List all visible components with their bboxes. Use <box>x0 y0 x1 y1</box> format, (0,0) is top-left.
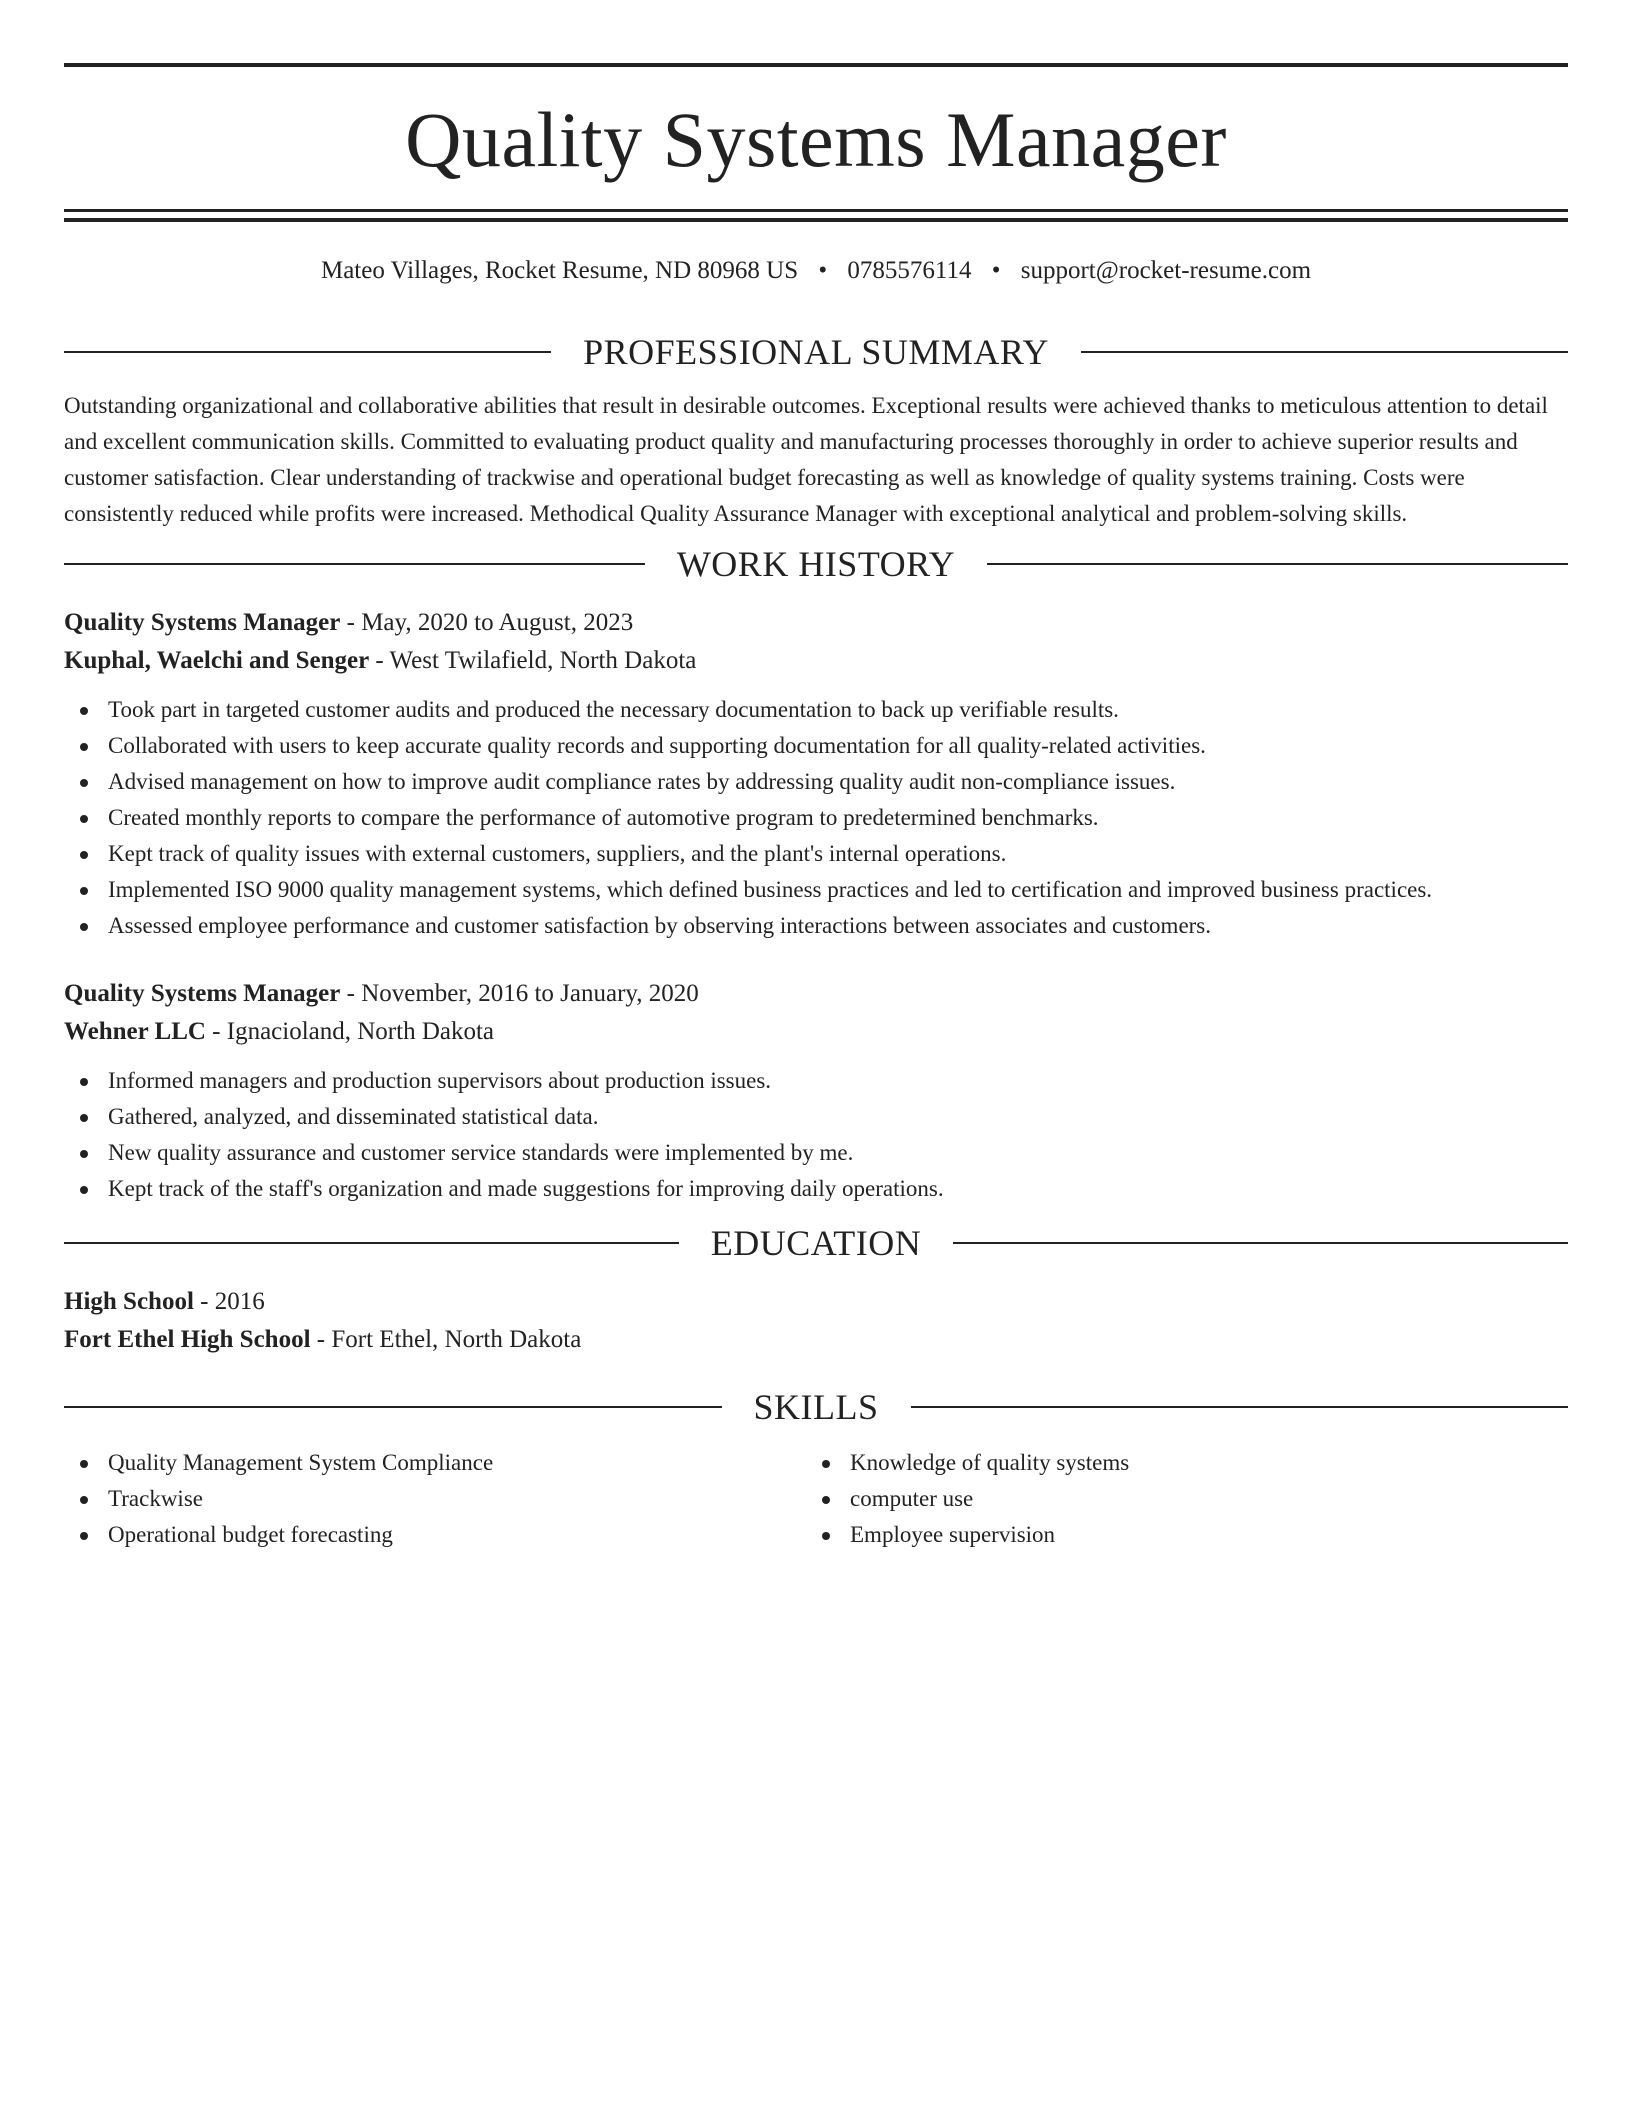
list-item: Gathered, analyzed, and disseminated statistical data. <box>64 1099 1568 1135</box>
heading-rule <box>64 351 551 353</box>
school-location: - Fort Ethel, North Dakota <box>310 1326 582 1353</box>
job-dates: - May, 2020 to August, 2023 <box>340 609 634 636</box>
list-item: Created monthly reports to compare the performance of automotive program to predetermined benchmarks. <box>64 800 1568 836</box>
section-heading-education <box>64 1221 1568 1265</box>
skill-item: Quality Management System Compliance <box>64 1445 806 1481</box>
job-company: Wehner LLC <box>64 1018 206 1045</box>
list-item: Kept track of the staff's organization and made suggestions for improving daily operations. <box>64 1171 1568 1207</box>
degree-line <box>64 1283 1568 1321</box>
list-item: Implemented ISO 9000 quality management systems, which defined business practices and led to certification and improved business practices. <box>64 872 1568 908</box>
heading-rule <box>1081 351 1568 353</box>
header-top-rule <box>64 63 1568 67</box>
job-entry <box>64 975 1568 1207</box>
list-item: Took part in targeted customer audits and produced the necessary documentation to back up verifiable results. <box>64 692 1568 728</box>
skill-item: Trackwise <box>64 1481 806 1517</box>
degree: High School <box>64 1288 194 1315</box>
school-line <box>64 1321 1568 1359</box>
header-double-rule <box>64 209 1568 222</box>
job-location: - West Twilafield, North Dakota <box>369 647 697 674</box>
contact-address: Mateo Villages, Rocket Resume, ND 80968 US <box>320 257 799 284</box>
job-title-line <box>64 604 1568 642</box>
job-company-line <box>64 642 1568 680</box>
job-title: Quality Systems Manager <box>64 980 341 1007</box>
contact-separator: • <box>991 257 1001 284</box>
contact-email: support@rocket-resume.com <box>1020 257 1312 284</box>
list-item: Advised management on how to improve audit compliance rates by addressing quality audit non-compliance issues. <box>64 764 1568 800</box>
section-heading-work <box>64 542 1568 586</box>
section-heading-skills <box>64 1385 1568 1429</box>
contact-line <box>64 253 1568 289</box>
list-item: Kept track of quality issues with external customers, suppliers, and the plant's internal operations. <box>64 836 1568 872</box>
contact-phone: 0785576114 <box>847 257 972 284</box>
job-dates: - November, 2016 to January, 2020 <box>340 980 699 1007</box>
job-bullets <box>64 1063 1568 1207</box>
skills-grid <box>64 1445 1568 1553</box>
resume-title: Quality Systems Manager <box>405 96 1227 183</box>
skill-item: Operational budget forecasting <box>64 1517 806 1553</box>
summary-text: Outstanding organizational and collaborative abilities that result in desirable outcomes. Exceptional results were achieved thanks to meticulous attention to detail and excellent communication skills. Committed to evaluating product quality and manufacturing processes thoroughly in order to achieve superior results and customer satisfaction. Clear understanding of trackwise and operational budget forecasting as well as knowledge of quality systems training. Costs were consistently reduced while profits were increased. Methodical Quality Assurance Manager with exceptional analytical and problem-solving skills. <box>64 393 1548 526</box>
skills-column-left <box>64 1445 806 1553</box>
skills-column-right <box>806 1445 1548 1553</box>
list-item: Informed managers and production supervisors about production issues. <box>64 1063 1568 1099</box>
section-heading-summary <box>64 330 1568 374</box>
job-title: Quality Systems Manager <box>64 609 341 636</box>
heading-rule <box>64 1242 679 1244</box>
heading-rule <box>64 1406 722 1408</box>
section-title: PROFESSIONAL SUMMARY <box>583 332 1049 372</box>
skill-item: computer use <box>806 1481 1548 1517</box>
education-entry <box>64 1283 1568 1359</box>
list-item: Collaborated with users to keep accurate quality records and supporting documentation for all quality-related activities. <box>64 728 1568 764</box>
heading-rule <box>911 1406 1569 1408</box>
job-company: Kuphal, Waelchi and Senger <box>64 647 370 674</box>
list-item: New quality assurance and customer service standards were implemented by me. <box>64 1135 1568 1171</box>
job-bullets <box>64 692 1568 944</box>
skill-item: Employee supervision <box>806 1517 1548 1553</box>
section-title: SKILLS <box>753 1387 879 1427</box>
skill-item: Knowledge of quality systems <box>806 1445 1548 1481</box>
heading-rule <box>987 563 1568 565</box>
heading-rule <box>953 1242 1568 1244</box>
list-item: Assessed employee performance and customer satisfaction by observing interactions between associates and customers. <box>64 908 1568 944</box>
section-title: EDUCATION <box>710 1223 922 1263</box>
job-location: - Ignacioland, North Dakota <box>205 1018 495 1045</box>
heading-rule <box>64 563 645 565</box>
job-company-line <box>64 1013 1568 1051</box>
job-entry <box>64 604 1568 944</box>
school-name: Fort Ethel High School <box>64 1326 311 1353</box>
contact-separator: • <box>818 257 828 284</box>
job-title-line <box>64 975 1568 1013</box>
section-title: WORK HISTORY <box>676 544 956 584</box>
graduation-year: - 2016 <box>193 1288 265 1315</box>
